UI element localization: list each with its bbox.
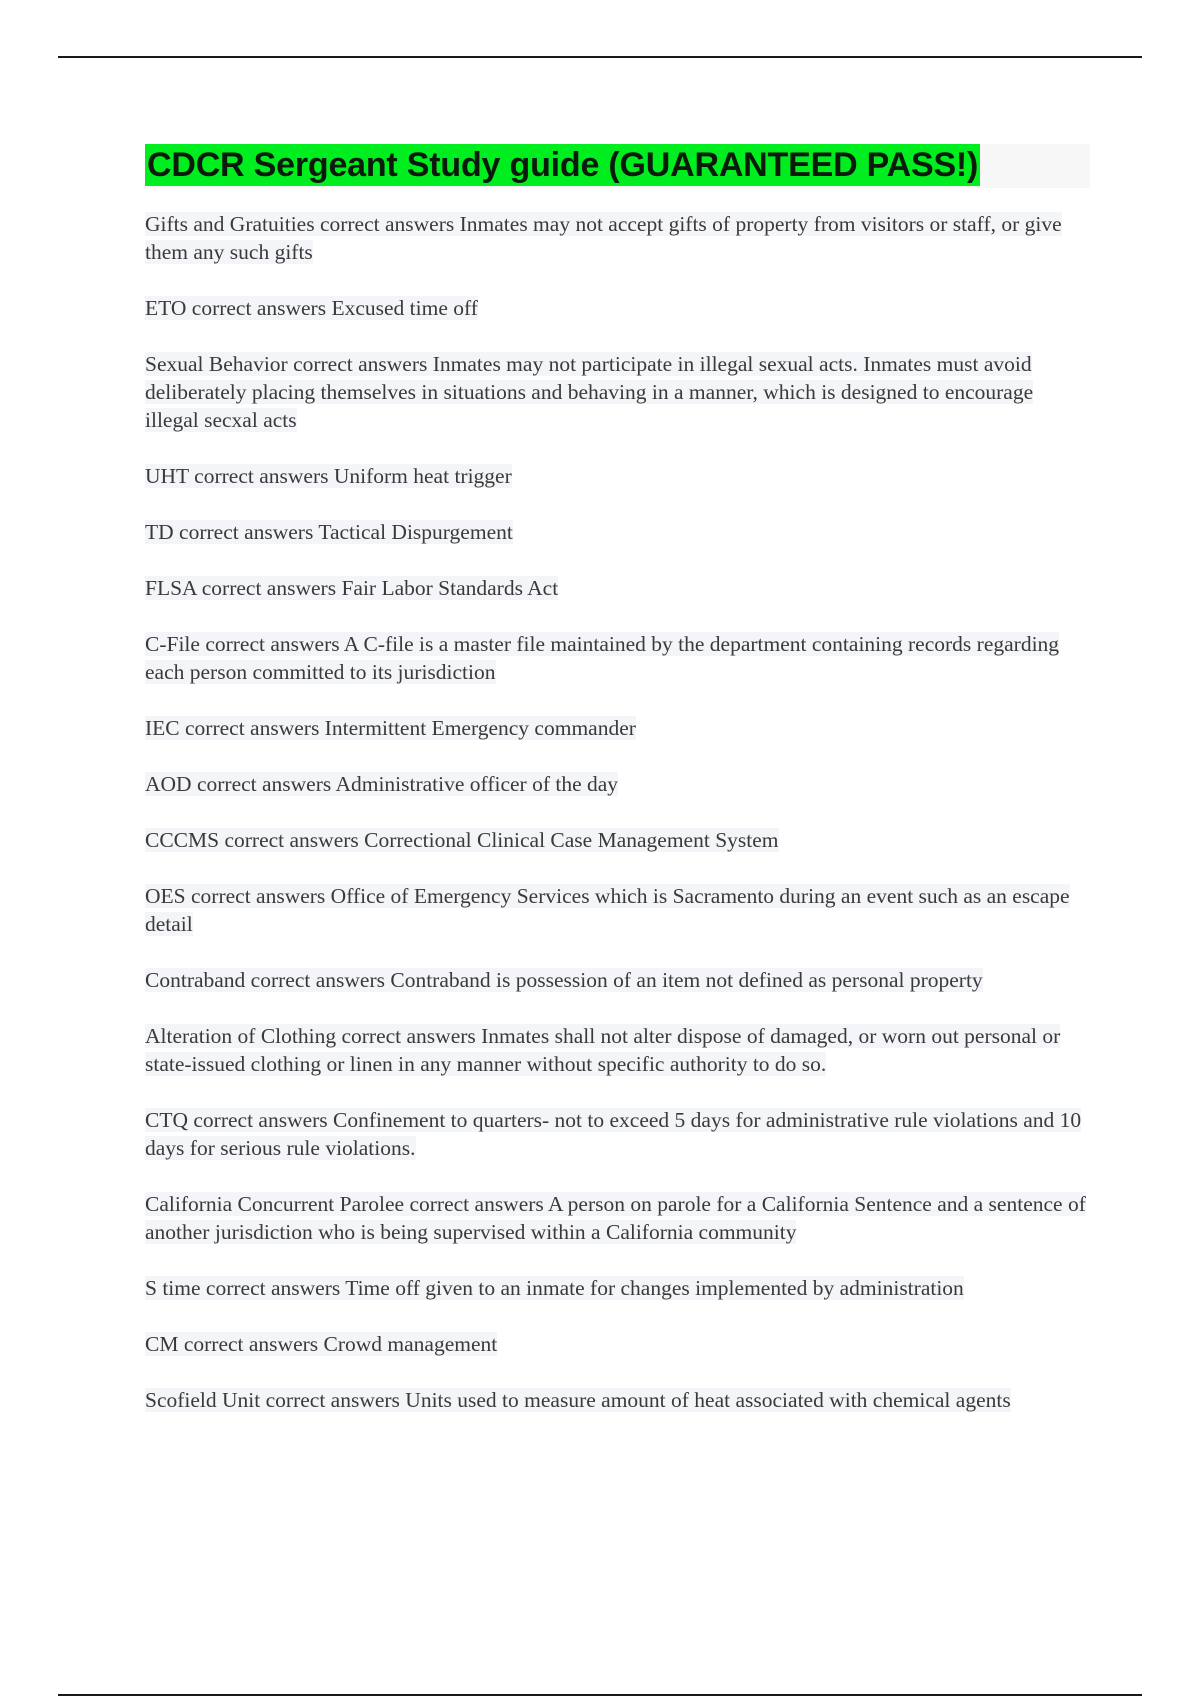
qa-item bbox=[145, 1386, 1090, 1414]
title-bar bbox=[145, 144, 1090, 188]
qa-item bbox=[145, 826, 1090, 854]
document-body bbox=[145, 144, 1090, 1442]
document-title: CDCR Sergeant Study guide (GUARANTEED PASS!) bbox=[147, 146, 979, 184]
qa-text: AOD correct answers Administrative officer of the day bbox=[145, 772, 619, 796]
qa-text: Gifts and Gratuities correct answers Inmates may not accept gifts of property from visitors or staff, or give them any such gifts bbox=[145, 212, 1062, 264]
qa-text: TD correct answers Tactical Dispurgement bbox=[145, 520, 513, 544]
qa-text: ETO correct answers Excused time off bbox=[145, 296, 478, 320]
qa-item bbox=[145, 350, 1090, 434]
qa-item bbox=[145, 630, 1090, 686]
qa-item bbox=[145, 574, 1090, 602]
qa-list bbox=[145, 210, 1090, 1414]
qa-item bbox=[145, 714, 1090, 742]
bottom-rule bbox=[58, 1694, 1142, 1696]
qa-item bbox=[145, 1022, 1090, 1078]
qa-text: CCCMS correct answers Correctional Clinical Case Management System bbox=[145, 828, 779, 852]
qa-item bbox=[145, 1274, 1090, 1302]
qa-item bbox=[145, 882, 1090, 938]
qa-item bbox=[145, 518, 1090, 546]
qa-item bbox=[145, 1190, 1090, 1246]
qa-text: IEC correct answers Intermittent Emergency commander bbox=[145, 716, 636, 740]
qa-text: Contraband correct answers Contraband is possession of an item not defined as personal property bbox=[145, 968, 983, 992]
qa-text: S time correct answers Time off given to an inmate for changes implemented by administration bbox=[145, 1276, 964, 1300]
qa-item bbox=[145, 770, 1090, 798]
qa-item bbox=[145, 462, 1090, 490]
qa-text: Sexual Behavior correct answers Inmates may not participate in illegal sexual acts. Inmates must avoid deliberately placing themselves in situations and behaving in a manner, which is designed to encourage illegal secxal acts bbox=[145, 352, 1034, 432]
qa-text: CTQ correct answers Confinement to quarters- not to exceed 5 days for administrative rule violations and 10 days for serious rule violations. bbox=[145, 1108, 1082, 1160]
qa-text: FLSA correct answers Fair Labor Standards Act bbox=[145, 576, 559, 600]
top-rule bbox=[58, 56, 1142, 58]
qa-text: Alteration of Clothing correct answers Inmates shall not alter dispose of damaged, or worn out personal or state-issued clothing or linen in any manner without specific authority to do so. bbox=[145, 1024, 1061, 1076]
qa-item bbox=[145, 294, 1090, 322]
qa-item bbox=[145, 966, 1090, 994]
qa-text: California Concurrent Parolee correct answers A person on parole for a California Sentence and a sentence of another jurisdiction who is being supervised within a California community bbox=[145, 1192, 1086, 1244]
qa-text: C-File correct answers A C-file is a master file maintained by the department containing records regarding each person committed to its jurisdiction bbox=[145, 632, 1060, 684]
qa-text: UHT correct answers Uniform heat trigger bbox=[145, 464, 512, 488]
qa-item bbox=[145, 210, 1090, 266]
qa-text: CM correct answers Crowd management bbox=[145, 1332, 498, 1356]
qa-item bbox=[145, 1330, 1090, 1358]
qa-text: OES correct answers Office of Emergency Services which is Sacramento during an event such as an escape detail bbox=[145, 884, 1070, 936]
qa-text: Scofield Unit correct answers Units used to measure amount of heat associated with chemical agents bbox=[145, 1388, 1011, 1412]
qa-item bbox=[145, 1106, 1090, 1162]
